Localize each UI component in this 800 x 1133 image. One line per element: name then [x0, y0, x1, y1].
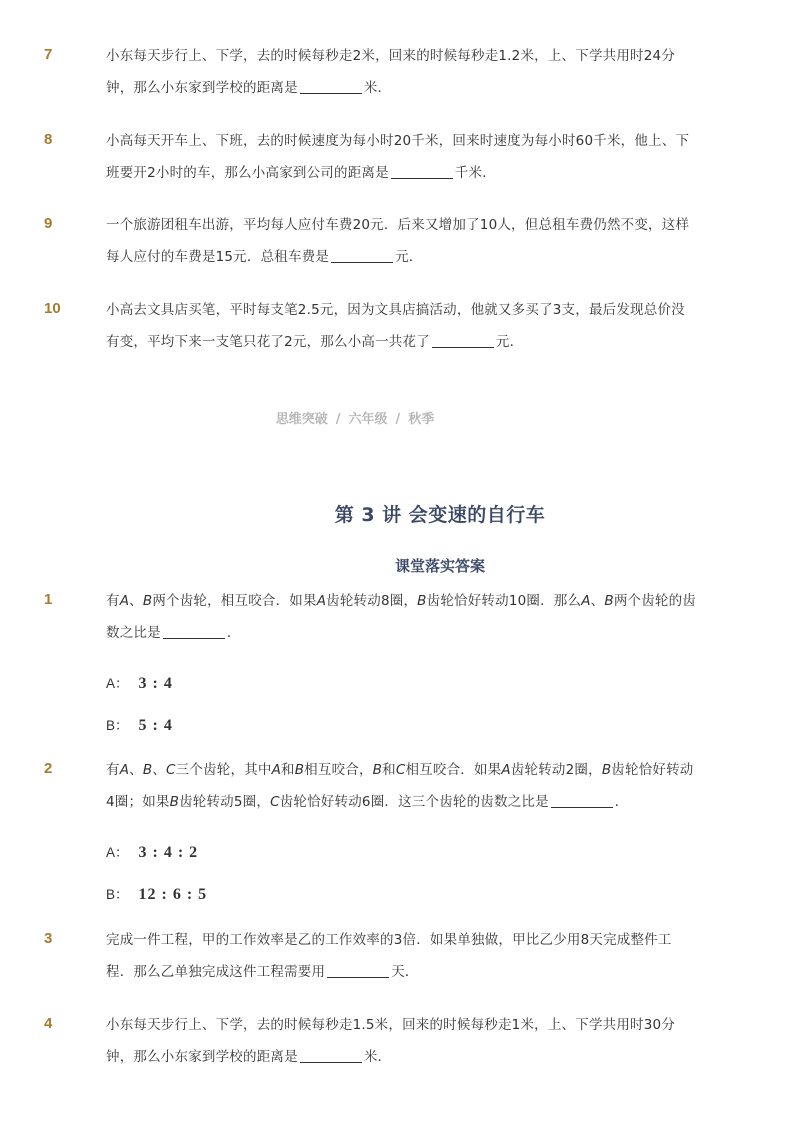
question-text: 小东每天步行上、下学，去的时候每秒走1.5米，回来的时候每秒走1米，上、下学共用时30分 钟，那么小东家到学校的距离是 米． [106, 1017, 676, 1065]
answer-blank[interactable] [551, 793, 613, 808]
question-number: 4 [44, 1015, 53, 1032]
lesson-title: 第 3 讲 会变速的自行车 [334, 504, 546, 526]
question-text: 小高去文具店买笔，平时每支笔2.5元，因为文具店搞活动，他就又多买了3支，最后发现总价没 有变，平均下来一支笔只花了2元，那么小高一共花了 元． [106, 302, 685, 350]
question-number: 9 [44, 215, 53, 232]
answer-blank[interactable] [300, 79, 362, 94]
section-title: 课堂落实答案 [394, 557, 485, 575]
question-text: 有A、B、C三个齿轮，其中A和B相互咬合，B和C相互咬合．如果A齿轮转动2圈，B齿轮恰好转动 4圈；如果B齿轮转动5圈，C齿轮恰好转动6圈．这三个齿轮的齿数之比是 ． [106, 762, 694, 810]
option-b[interactable]: B： 12 : 6 : 5 [106, 886, 208, 903]
question-number: 2 [44, 760, 53, 777]
question-number: 7 [44, 46, 53, 63]
question-text: 一个旅游团租车出游，平均每人应付车费20元．后来又增加了10人，但总租车费仍然不变，这样 每人应付的车费是15元．总租车费是 元． [106, 217, 690, 265]
question-text: 有A、B两个齿轮，相互咬合．如果A齿轮转动8圈，B齿轮恰好转动10圈．那么A、B两个齿轮的齿 数之比是 ． [106, 593, 697, 641]
page-footer: 思维突破 / 六年级 / 秋季 [275, 412, 435, 427]
question-text: 完成一件工程，甲的工作效率是乙的工作效率的3倍．如果单独做，甲比乙少用8天完成整件工 程．那么乙单独完成这件工程需要用 天． [106, 932, 672, 980]
option-a[interactable]: A： 3 : 4 [106, 675, 173, 692]
question-number: 10 [44, 300, 61, 317]
question-text: 小东每天步行上、下学，去的时候每秒走2米，回来的时候每秒走1.2米，上、下学共用时24分 钟，那么小东家到学校的距离是 米． [106, 48, 676, 96]
answer-blank[interactable] [327, 963, 389, 978]
answer-blank[interactable] [331, 248, 393, 263]
answer-blank[interactable] [432, 333, 494, 348]
question-number: 3 [44, 930, 53, 947]
question-text: 小高每天开车上、下班，去的时候速度为每小时20千米，回来时速度为每小时60千米，他上、下 班要开2小时的车，那么小高家到公司的距离是 千米． [106, 133, 690, 181]
option-a[interactable]: A： 3 : 4 : 2 [106, 844, 199, 861]
answer-blank[interactable] [300, 1048, 362, 1063]
question-number: 1 [44, 591, 53, 608]
answer-blank[interactable] [391, 164, 453, 179]
question-number: 8 [44, 131, 53, 148]
answer-blank[interactable] [163, 624, 225, 639]
option-b[interactable]: B： 5 : 4 [106, 717, 173, 734]
